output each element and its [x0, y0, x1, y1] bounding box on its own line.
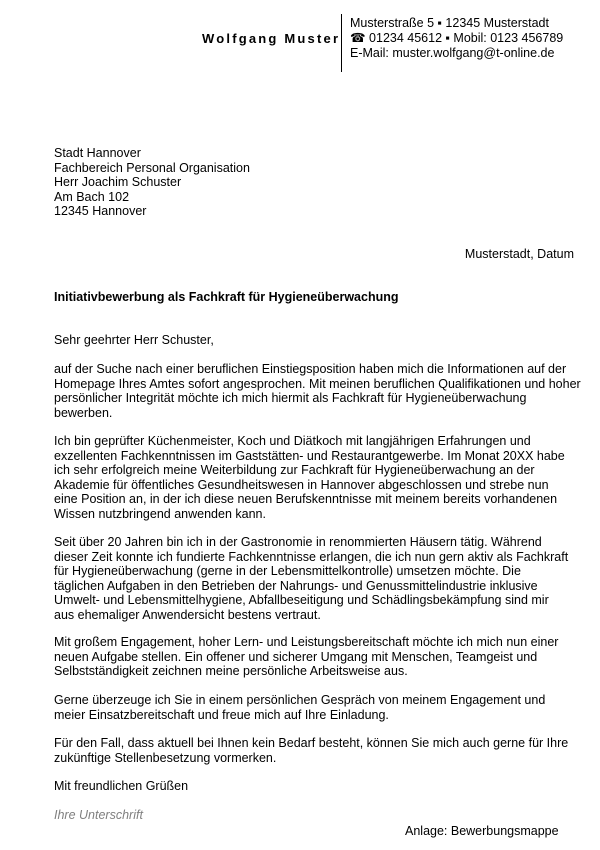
paragraph-line: Homepage Ihres Amtes sofort angesprochen. Mit meinen beruflichen Qualifikationen und hoher	[54, 376, 581, 391]
paragraph-line: Selbstständigkeit zeichnen meine persönliche Arbeitsweise aus.	[54, 664, 408, 679]
paragraph-line: täglichen Aufgaben in den Betrieben der Nahrungs- und Genussmittelindustrie inklusive	[54, 578, 538, 593]
paragraph-line: auf der Suche nach einer beruflichen Einstiegsposition haben mich die Informationen auf der	[54, 362, 567, 376]
header-divider	[341, 14, 342, 72]
paragraph-line: zukünftige Stellenbesetzung vormerken.	[54, 750, 277, 765]
body-paragraph-6	[54, 736, 574, 765]
letter-subject: Initiativbewerbung als Fachkraft für Hygieneüberwachung	[54, 290, 399, 304]
recipient-line: Herr Joachim Schuster	[54, 175, 182, 190]
recipient-line: Stadt Hannover	[54, 146, 141, 160]
sender-contact-block	[350, 16, 563, 61]
signature-placeholder: Ihre Unterschrift	[54, 808, 143, 822]
sender-name: Wolfgang Muster	[202, 31, 341, 46]
paragraph-line: Seit über 20 Jahren bin ich in der Gastronomie in renommierten Häusern tätig. Während	[54, 535, 542, 549]
paragraph-line: dieser Zeit konnte ich fundierte Fachkenntnisse erlangen, die ich nun gern aktiv als Fachkraft	[54, 549, 569, 564]
letter-closing: Mit freundlichen Grüßen	[54, 779, 189, 793]
paragraph-line: Mit großem Engagement, hoher Lern- und Leistungsbereitschaft möchte ich mich nun einer	[54, 635, 559, 649]
sender-address: Musterstraße 5 ▪ 12345 Musterstadt	[350, 16, 549, 30]
paragraph-line: Umwelt- und Lebensmittelhygiene, Abfallbeseitigung und Schädlingsbekämpfung sind mir	[54, 593, 549, 608]
recipient-address	[54, 146, 250, 219]
paragraph-line: neuen Aufgabe stellen. Ein offener und sicherer Umgang mit Menschen, Teamgeist und	[54, 649, 538, 664]
recipient-line: Fachbereich Personal Organisation	[54, 160, 250, 175]
paragraph-line: ich sehr erfolgreich meine Weiterbildung zur Fachkraft für Hygieneüberwachung an der	[54, 463, 535, 478]
body-paragraph-1	[54, 362, 581, 420]
paragraph-line: Ich bin geprüfter Küchenmeister, Koch und Diätkoch mit langjährigen Erfahrungen und	[54, 434, 531, 448]
paragraph-line: exzellenten Fachkenntnissen im Gaststätten- und Restaurantgewerbe. Im Monat 20XX habe	[54, 448, 565, 463]
body-paragraph-5	[54, 693, 574, 722]
recipient-line: 12345 Hannover	[54, 204, 147, 219]
sender-email: E-Mail: muster.wolfgang@t-online.de	[350, 46, 555, 60]
paragraph-line: Für den Fall, dass aktuell bei Ihnen kein Bedarf besteht, können Sie mich auch gerne für Ihre	[54, 736, 569, 750]
paragraph-line: Gerne überzeuge ich Sie in einem persönlichen Gespräch von meinem Engagement und	[54, 693, 546, 707]
paragraph-line: persönlicher Integrität möchte ich mich hiermit als Fachkraft für Hygieneüberwachung	[54, 391, 527, 406]
paragraph-line: meier Einsatzbereitschaft und freue mich auf Ihre Einladung.	[54, 707, 389, 722]
sender-phone: ☎ 01234 45612 ▪ Mobil: 0123 456789	[350, 31, 564, 45]
paragraph-line: eine Position an, in der ich diese neuen Berufskenntnisse mit meinem bereits vorhandenen	[54, 492, 558, 507]
paragraph-line: Akademie für öffentliches Gesundheitswesen in Hannover abgeschlossen und strebe nun	[54, 477, 549, 492]
body-paragraph-3	[54, 535, 574, 623]
letter-salutation: Sehr geehrter Herr Schuster,	[54, 333, 214, 347]
paragraph-line: aus ehemaliger Anwendersicht bestens vertraut.	[54, 607, 321, 622]
body-paragraph-4	[54, 635, 574, 679]
paragraph-line: Wissen nutzbringend anwenden kann.	[54, 506, 266, 521]
body-paragraph-2	[54, 434, 574, 522]
enclosure-note: Anlage: Bewerbungsmappe	[405, 824, 559, 838]
paragraph-line: bewerben.	[54, 405, 113, 420]
paragraph-line: für Hygieneüberwachung (gerne in der Lebensmittelkontrolle) umsetzen möchte. Die	[54, 564, 521, 579]
recipient-line: Am Bach 102	[54, 189, 130, 204]
letter-date: Musterstadt, Datum	[464, 247, 574, 261]
